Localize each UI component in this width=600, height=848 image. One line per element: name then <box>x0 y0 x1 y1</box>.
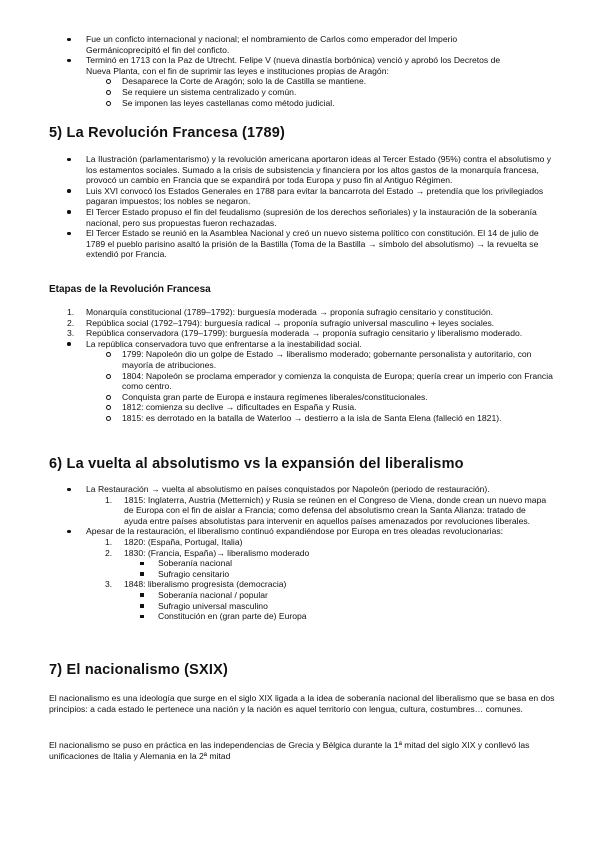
list-item: Conquista gran parte de Europa e instaura regímenes liberales/constitucionales. <box>122 392 556 403</box>
list-item: Terminó en 1713 con la Paz de Utrecht. Felipe V (nueva dinastía borbónica) venció y aprobó los Decretos de Nueva Planta, con el fin de suprimir las leyes e instituciones propias de Aragón: Desaparece la Corte de Aragón; solo la de Castilla se mantiene. Se requiere un sistema centralizado y común. Se imponen las leyes castellanas como método judicial. <box>86 55 516 108</box>
list-item: Soberanía nacional / popular <box>158 590 551 601</box>
list-item: 1. 1820: (España, Portugal, Italia) <box>105 536 243 547</box>
list-item: Se requiere un sistema centralizado y común. <box>122 87 516 98</box>
list-item: 1812: comienza su declive → dificultades en España y Rusia. <box>122 402 556 413</box>
list-item: Luis XVI convocó los Estados Generales en 1788 para evitar la bancarrota del Estado → pretendía que los privilegiados pagaran impuestos; los nobles se negaron. <box>86 186 556 207</box>
list-item: Desaparece la Corte de Aragón; solo la de Castilla se mantiene. <box>122 76 516 87</box>
section-5-title: 5) La Revolución Francesa (1789) <box>49 125 286 141</box>
list-item: 1. 1815: Inglaterra, Austria (Metternich) y Rusia se reúnen en el Congreso de Viena, donde crean un nuevo mapa de Europa con el fin de aislar a Francia; como defensa del absolutismo crean la Santa Alianza: tratado de ayuda entre países absolutistas para intervenir en aquellos países amenazados por revoluciones liberales. <box>105 494 547 526</box>
list-item: 3. República conservadora (179–1799): burguesía moderada → proponía sufragio censitario y liberalismo moderado. <box>67 328 523 339</box>
paragraph: El nacionalismo es una ideología que surge en el siglo XIX ligada a la idea de soberanía nacional del liberalismo que se basa en dos principios: a cada estado le pertenece una nación y la nación es aquel territorio con lengua, cultura, costumbres… comunes. <box>49 693 555 714</box>
list-item: 1804: Napoleón se proclama emperador y comienza la conquista de Europa; quería crear un imperio con Francia como centro. <box>122 371 556 392</box>
list-item: La Ilustración (parlamentarismo) y la revolución americana aportaron ideas al Tercer Estado (95%) contra el absolutismo y los estamentos sociales. Sumado a la crisis de subsistencia y financiera por los altos gastos de la monarquía francesa, provocó un cambio en Francia que se expandirá por toda Europa y puso fin al Antiguo Régimen. <box>86 154 556 186</box>
list-item: Constitución en (gran parte de) Europa <box>158 611 551 622</box>
paragraph: El nacionalismo se puso en práctica en las independencias de Grecia y Bélgica durante la 1ª mitad del siglo XIX y conllevó las unificaciones de Italia y Alemania en la 2ª mitad <box>49 740 530 761</box>
list-item: El Tercer Estado se reunió en la Asamblea Nacional y creó un nuevo sistema político con constitución. El 14 de julio de 1789 el pueblo parisino asaltó la prisión de la Bastilla (Toma de la Bastilla → símbolo del absolutismo) → la revuelta se extendió por Francia. <box>86 228 556 260</box>
list-item: Sufragio censitario <box>158 569 551 580</box>
section-6-title: 6) La vuelta al absolutismo vs la expansión del liberalismo <box>49 456 464 472</box>
list-item: Sufragio universal masculino <box>158 601 551 612</box>
list-item: 3. 1848: liberalismo progresista (democracia) Soberanía nacional / popular Sufragio universal masculino Constitución en (gran parte de) Europa <box>124 579 551 621</box>
list-item: 1. Monarquía constitucional (1789–1792): burguesía moderada → proponía sufragio censitario y constitución. <box>67 307 494 317</box>
list-item: 2. 1830: (Francia, España)→ liberalismo moderado Soberanía nacional Sufragio censitario <box>124 548 551 580</box>
list-item: Se imponen las leyes castellanas como método judicial. <box>122 98 516 109</box>
stages-subtitle: Etapas de la Revolución Francesa <box>49 284 211 295</box>
list-item: El Tercer Estado propuso el fin del feudalismo (supresión de los derechos señoriales) y la instauración de la soberanía nacional, pero sus propuestas fueron rechazadas. <box>86 207 556 228</box>
stages-list <box>0 307 600 424</box>
list-item: Apesar de la restauración, el liberalismo continuó expandiéndose por Europa en tres oleadas revolucionarias: 1. 1820: (España, Portugal, Italia) 2. 1830: (Francia, España)→ liberalismo moderado Soberanía nacional Sufragio censitario 3. 1848: liberalismo progresista (democracia) Soberanía nacional / popular Sufragio universal masculino Constitución en (gran parte de) Europa <box>86 526 551 621</box>
list-item: La Restauración → vuelta al absolutismo en países conquistados por Napoleón (periodo de restauración). 1. 1815: Inglaterra, Austria (Metternich) y Rusia se reúnen en el Congreso de Viena, donde crean un nuevo mapa de Europa con el fin de aislar a Francia; como defensa del absolutismo crean la Santa Alianza: tratado de ayuda entre países absolutistas para intervenir en aquellos países amenazados por revoluciones liberales. <box>86 484 551 526</box>
list-item: 2. República social (1792–1794): burguesía radical → proponía sufragio universal masculino + leyes sociales. <box>67 317 495 328</box>
section-6-list <box>0 484 600 622</box>
list-item: 1799: Napoleón dio un golpe de Estado → liberalismo moderado; gobernante personalista y autoritario, con mayoría de atribuciones. <box>122 349 556 370</box>
list-item: Soberanía nacional <box>158 558 551 569</box>
section-7-title: 7) El nacionalismo (SXIX) <box>49 662 229 678</box>
section-5-list <box>0 154 600 260</box>
list-item: Fue un conficto internacional y nacional; el nombramiento de Carlos como emperador del Imperio Germánicoprecipitó el fin del conficto. <box>86 34 516 55</box>
list-item: La república conservadora tuvo que enfrentarse a la inestabilidad social. 1799: Napoleón dio un golpe de Estado → liberalismo moderado; gobernante personalista y autoritario, con mayoría de atribuciones. 1804: Napoleón se proclama emperador y comienza la conquista de Europa; quería crear un imperio con Francia como centro. Conquista gran parte de Europa e instaura regímenes liberales/constitucionales. 1812: comienza su declive → dificultades en España y Rusia. 1815: es derrotado en la batalla de Waterloo → destierro a la isla de Santa Elena (falleció en 1821). <box>86 339 556 424</box>
list-item: 1815: es derrotado en la batalla de Waterloo → destierro a la isla de Santa Elena (falleció en 1821). <box>122 413 556 424</box>
intro-section <box>0 34 600 108</box>
